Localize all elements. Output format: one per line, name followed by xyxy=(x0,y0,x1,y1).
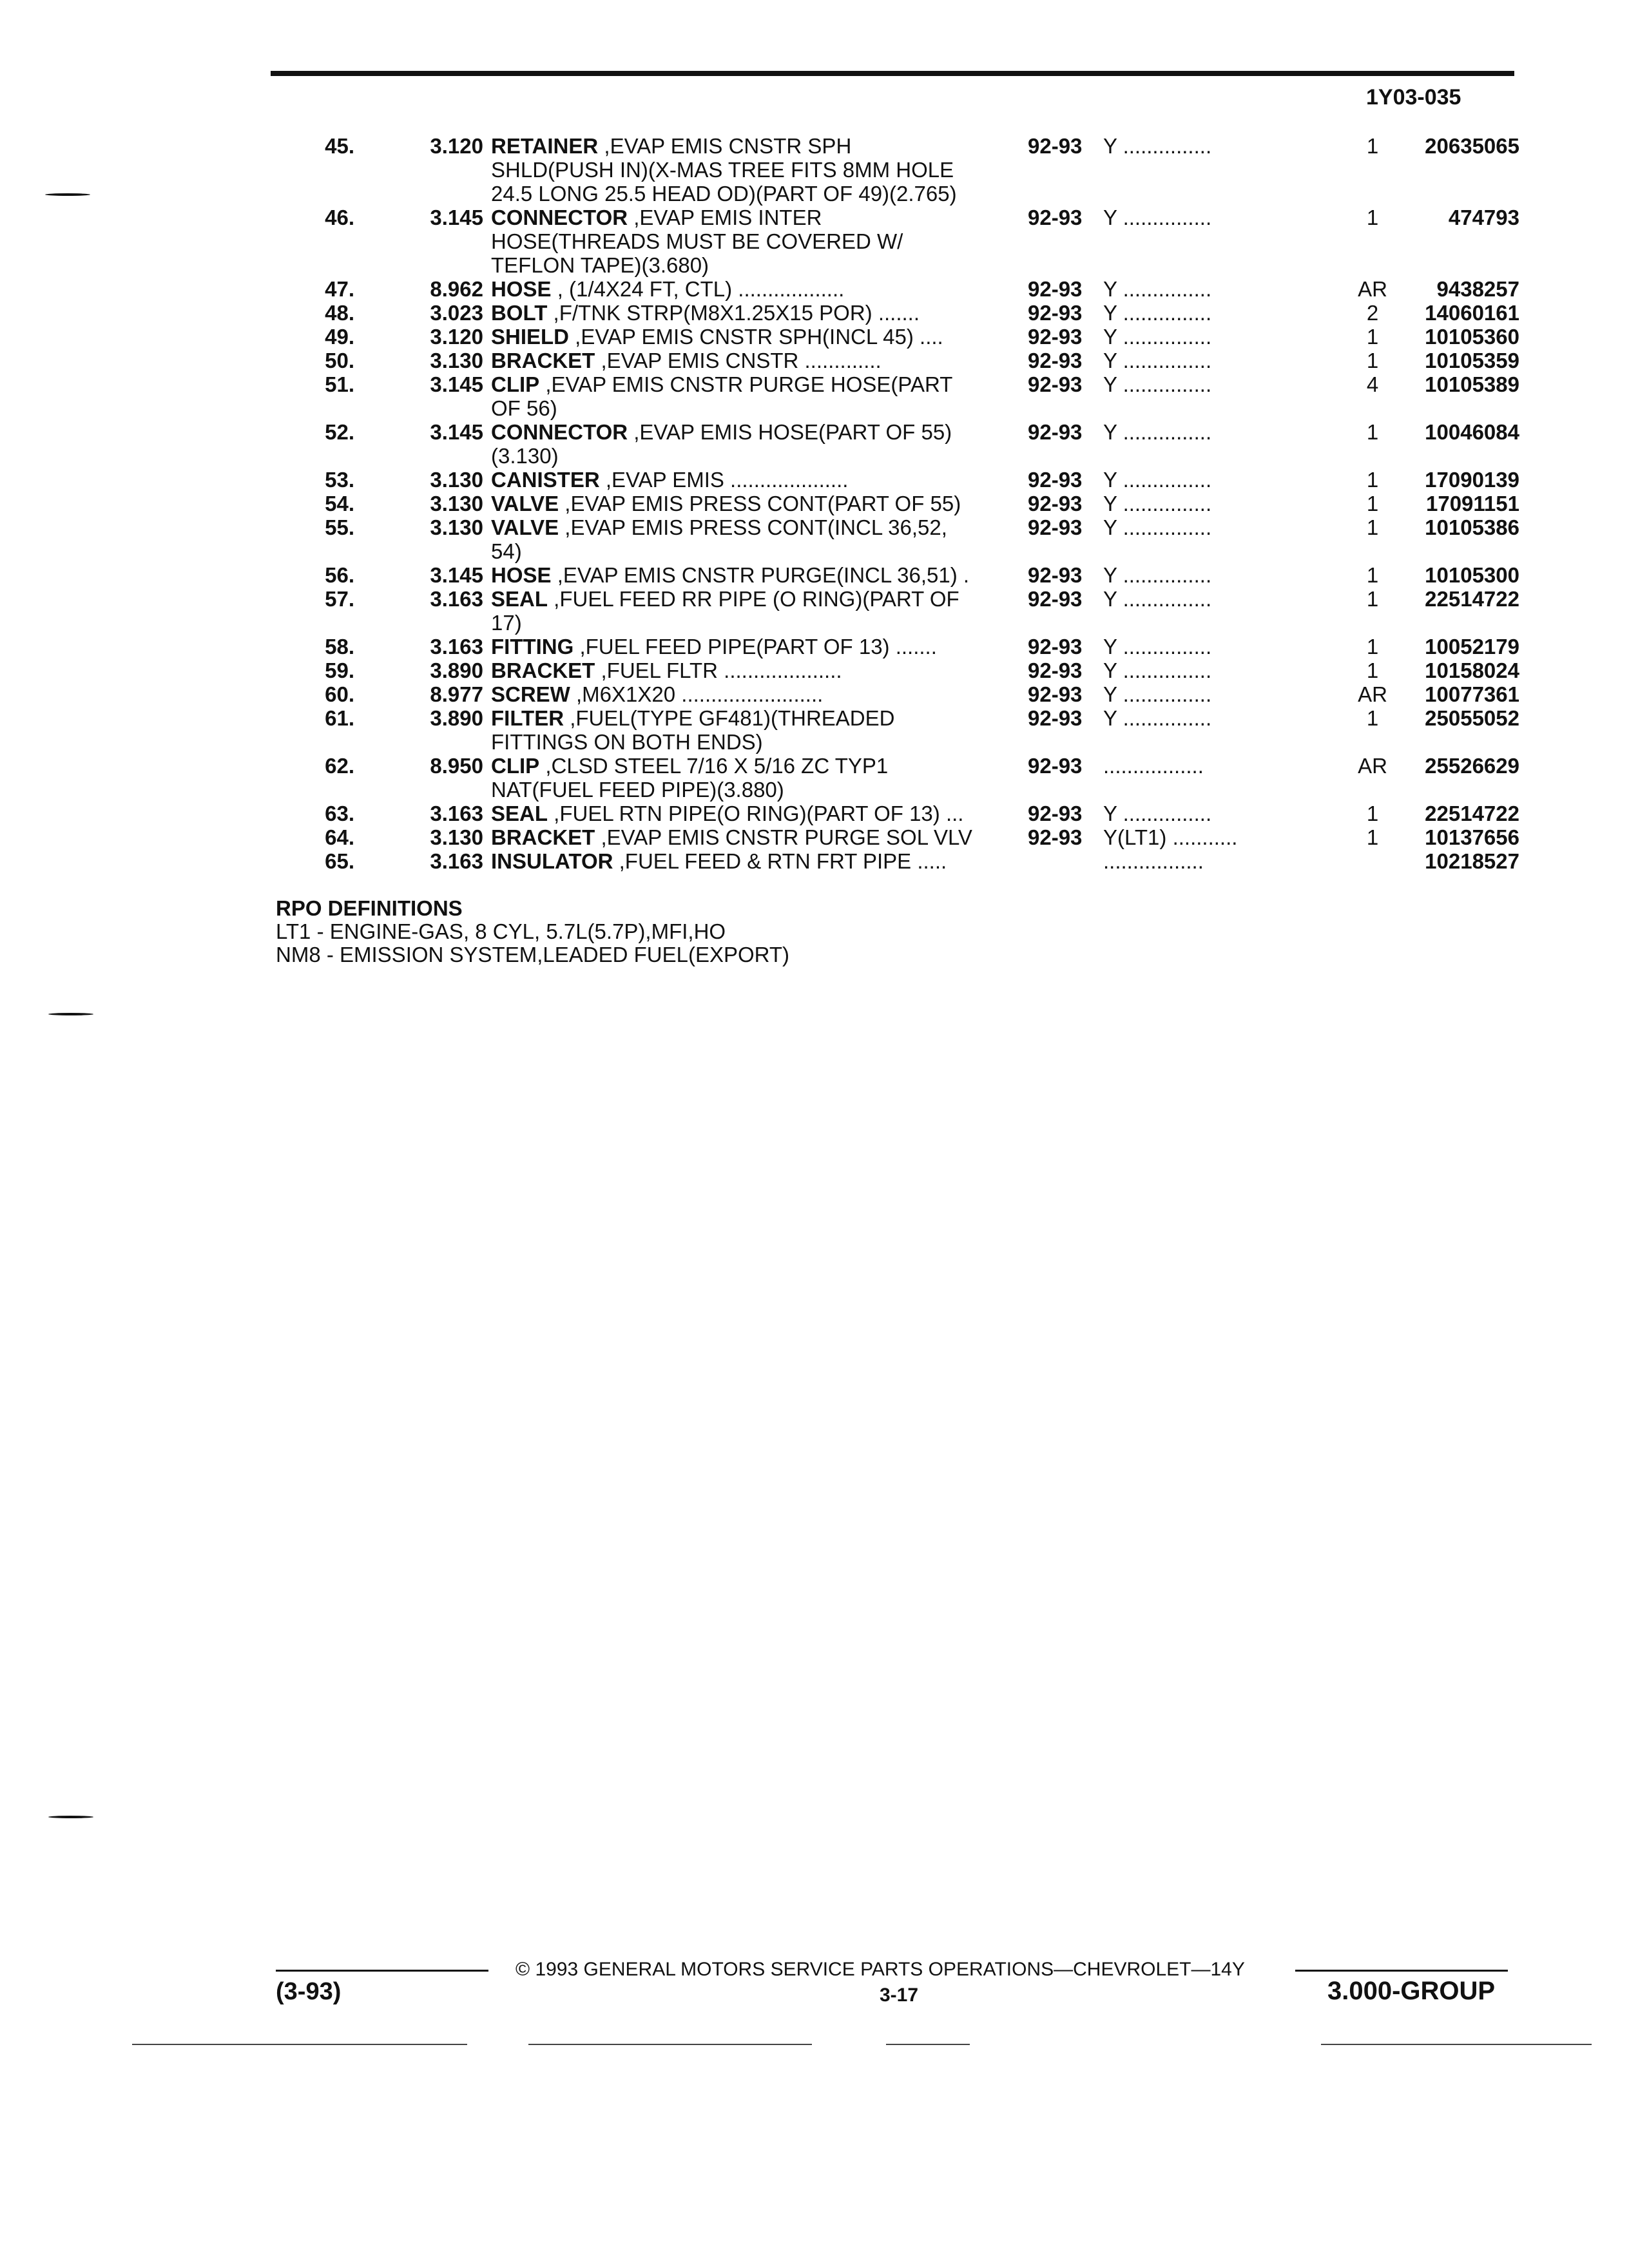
usage-code: Y ............... xyxy=(1103,277,1212,301)
part-number: 10158024 xyxy=(1425,658,1519,682)
part-number: 14060161 xyxy=(1425,301,1519,325)
description-text: ,EVAP EMIS CNSTR PURGE HOSE(PART xyxy=(539,372,953,396)
part-name: INSULATOR xyxy=(491,849,613,873)
rpo-definitions xyxy=(276,897,789,966)
item-number: 48. xyxy=(325,301,354,325)
model-years: 92-93 xyxy=(1028,515,1083,539)
group-number: 3.130 xyxy=(430,349,483,372)
description-text: NAT(FUEL FEED PIPE)(3.880) xyxy=(491,778,784,802)
model-years: 92-93 xyxy=(1028,349,1083,372)
group-number: 3.163 xyxy=(430,635,483,658)
item-number: 49. xyxy=(325,325,354,349)
part-number: 10052179 xyxy=(1425,635,1519,658)
group-number: 3.890 xyxy=(430,706,483,730)
part-number: 10137656 xyxy=(1425,825,1519,849)
description-text: ,EVAP EMIS PRESS CONT(PART OF 55) xyxy=(559,492,961,515)
usage-code: Y ............... xyxy=(1103,349,1212,372)
part-name: HOSE xyxy=(491,563,552,587)
usage-code: Y ............... xyxy=(1103,515,1212,539)
part-number: 9438257 xyxy=(1436,277,1519,301)
description-line xyxy=(491,396,1303,420)
quantity: 1 xyxy=(1366,420,1379,444)
quantity: AR xyxy=(1358,682,1387,706)
quantity: 1 xyxy=(1366,349,1379,372)
description-text: SHLD(PUSH IN)(X-MAS TREE FITS 8MM HOLE xyxy=(491,158,954,182)
margin-mark xyxy=(48,1013,93,1015)
part-number: 10077361 xyxy=(1425,682,1519,706)
footer-rule-left xyxy=(276,1970,488,1972)
model-years: 92-93 xyxy=(1028,468,1083,492)
part-name: FILTER xyxy=(491,706,564,730)
item-number: 64. xyxy=(325,825,354,849)
quantity: 1 xyxy=(1366,325,1379,349)
part-number: 10105389 xyxy=(1425,372,1519,396)
quantity: 1 xyxy=(1366,468,1379,492)
model-years: 92-93 xyxy=(1028,420,1083,444)
quantity: AR xyxy=(1358,754,1387,778)
part-number: 25055052 xyxy=(1425,706,1519,730)
group-number: 3.163 xyxy=(430,802,483,825)
description-text: 17) xyxy=(491,611,522,635)
part-row xyxy=(284,515,1521,563)
part-number: 17090139 xyxy=(1425,468,1519,492)
model-years: 92-93 xyxy=(1028,206,1083,229)
description-text: ,EVAP EMIS CNSTR ............. xyxy=(595,349,882,372)
description-text: ,EVAP EMIS CNSTR PURGE SOL VLV xyxy=(595,825,972,849)
part-row xyxy=(284,420,1521,468)
description-line xyxy=(491,158,1303,182)
footer-date: (3-93) xyxy=(276,1978,342,2005)
part-name: BRACKET xyxy=(491,349,595,372)
description-text: , (1/4X24 FT, CTL) .................. xyxy=(551,277,845,301)
part-name: CONNECTOR xyxy=(491,420,628,444)
part-name: CLIP xyxy=(491,372,540,396)
description-text: ,EVAP EMIS CNSTR SPH(INCL 45) .... xyxy=(569,325,943,349)
description-text: ,EVAP EMIS CNSTR SPH xyxy=(598,134,852,158)
quantity: AR xyxy=(1358,277,1387,301)
model-years: 92-93 xyxy=(1028,802,1083,825)
model-years: 92-93 xyxy=(1028,706,1083,730)
rpo-definition-lt1: LT1 - ENGINE-GAS, 8 CYL, 5.7L(5.7P),MFI,HO xyxy=(276,919,726,943)
quantity: 1 xyxy=(1366,658,1379,682)
part-name: BOLT xyxy=(491,301,548,325)
part-number: 25526629 xyxy=(1425,754,1519,778)
description-text: ,FUEL RTN PIPE(O RING)(PART OF 13) ... xyxy=(548,802,964,825)
part-row xyxy=(284,802,1521,825)
part-name: SCREW xyxy=(491,682,570,706)
description-line xyxy=(491,539,1303,563)
part-row xyxy=(284,587,1521,635)
description-text: ,EVAP EMIS .................... xyxy=(599,468,849,492)
usage-code: Y ............... xyxy=(1103,372,1212,396)
bottom-scan-line xyxy=(132,2044,467,2045)
group-number: 3.890 xyxy=(430,658,483,682)
group-number: 3.145 xyxy=(430,420,483,444)
description-text: ,EVAP EMIS CNSTR PURGE(INCL 36,51) . xyxy=(551,563,970,587)
model-years: 92-93 xyxy=(1028,754,1083,778)
bottom-scan-line xyxy=(528,2044,812,2045)
part-number: 10218527 xyxy=(1425,849,1519,873)
part-name: VALVE xyxy=(491,515,559,539)
description-line xyxy=(491,444,1303,468)
item-number: 45. xyxy=(325,134,354,158)
model-years: 92-93 xyxy=(1028,325,1083,349)
usage-code: Y ............... xyxy=(1103,802,1212,825)
group-number: 3.130 xyxy=(430,515,483,539)
description-text: 24.5 LONG 25.5 HEAD OD)(PART OF 49)(2.765) xyxy=(491,182,957,206)
description-text: HOSE(THREADS MUST BE COVERED W/ xyxy=(491,229,903,253)
model-years: 92-93 xyxy=(1028,658,1083,682)
part-row xyxy=(284,277,1521,301)
quantity: 1 xyxy=(1366,134,1379,158)
part-name: RETAINER xyxy=(491,134,599,158)
description-text: ,FUEL FEED PIPE(PART OF 13) ....... xyxy=(574,635,937,658)
quantity: 2 xyxy=(1366,301,1379,325)
part-row xyxy=(284,492,1521,515)
quantity: 1 xyxy=(1366,802,1379,825)
part-number: 10046084 xyxy=(1425,420,1519,444)
part-name: VALVE xyxy=(491,492,559,515)
part-name: SHIELD xyxy=(491,325,570,349)
item-number: 53. xyxy=(325,468,354,492)
group-number: 3.130 xyxy=(430,468,483,492)
part-row xyxy=(284,134,1521,206)
footer-rule-right xyxy=(1295,1970,1508,1972)
description-text: TEFLON TAPE)(3.680) xyxy=(491,253,709,277)
group-number: 3.120 xyxy=(430,325,483,349)
item-number: 55. xyxy=(325,515,354,539)
usage-code: Y ............... xyxy=(1103,492,1212,515)
usage-code: Y ............... xyxy=(1103,301,1212,325)
item-number: 46. xyxy=(325,206,354,229)
part-number: 20635065 xyxy=(1425,134,1519,158)
part-row xyxy=(284,754,1521,802)
part-name: CLIP xyxy=(491,754,540,778)
document-code: 1Y03-035 xyxy=(1366,85,1461,110)
usage-code: Y ............... xyxy=(1103,206,1212,229)
item-number: 50. xyxy=(325,349,354,372)
usage-code: Y ............... xyxy=(1103,325,1212,349)
rpo-definitions-title: RPO DEFINITIONS xyxy=(276,896,463,920)
model-years: 92-93 xyxy=(1028,301,1083,325)
quantity: 1 xyxy=(1366,492,1379,515)
item-number: 61. xyxy=(325,706,354,730)
description-line xyxy=(491,253,1303,277)
part-name: CANISTER xyxy=(491,468,600,492)
part-number: 17091151 xyxy=(1425,492,1519,515)
item-number: 63. xyxy=(325,802,354,825)
part-name: HOSE xyxy=(491,277,552,301)
bottom-scan-line xyxy=(1321,2044,1592,2045)
part-row xyxy=(284,682,1521,706)
group-number: 3.145 xyxy=(430,563,483,587)
usage-code: Y(LT1) ........... xyxy=(1103,825,1238,849)
part-name: CONNECTOR xyxy=(491,206,628,229)
part-row xyxy=(284,372,1521,420)
description-text: OF 56) xyxy=(491,396,557,420)
usage-code: Y ............... xyxy=(1103,706,1212,730)
description-text: ,EVAP EMIS INTER xyxy=(628,206,822,229)
top-rule xyxy=(271,71,1514,76)
group-number: 8.950 xyxy=(430,754,483,778)
description-line xyxy=(491,778,1303,802)
model-years: 92-93 xyxy=(1028,825,1083,849)
description-text: 54) xyxy=(491,539,522,563)
model-years: 92-93 xyxy=(1028,563,1083,587)
model-years: 92-93 xyxy=(1028,587,1083,611)
part-name: BRACKET xyxy=(491,658,595,682)
quantity: 1 xyxy=(1366,206,1379,229)
quantity: 1 xyxy=(1366,515,1379,539)
bottom-scan-line xyxy=(886,2044,970,2045)
group-number: 3.163 xyxy=(430,587,483,611)
quantity: 1 xyxy=(1366,825,1379,849)
quantity: 1 xyxy=(1366,706,1379,730)
part-row xyxy=(284,849,1521,873)
part-number: 22514722 xyxy=(1425,802,1519,825)
group-number: 3.023 xyxy=(430,301,483,325)
page-number: 3-17 xyxy=(880,1984,919,2006)
model-years: 92-93 xyxy=(1028,492,1083,515)
model-years: 92-93 xyxy=(1028,372,1083,396)
part-name: BRACKET xyxy=(491,825,595,849)
group-number: 3.120 xyxy=(430,134,483,158)
item-number: 65. xyxy=(325,849,354,873)
usage-code: Y ............... xyxy=(1103,658,1212,682)
description-text: (3.130) xyxy=(491,444,559,468)
part-row xyxy=(284,563,1521,587)
model-years: 92-93 xyxy=(1028,134,1083,158)
description-line xyxy=(491,730,1303,754)
model-years: 92-93 xyxy=(1028,277,1083,301)
description-text: FITTINGS ON BOTH ENDS) xyxy=(491,730,763,754)
quantity: 1 xyxy=(1366,563,1379,587)
item-number: 52. xyxy=(325,420,354,444)
part-row xyxy=(284,206,1521,277)
usage-code: Y ............... xyxy=(1103,587,1212,611)
usage-code: Y ............... xyxy=(1103,635,1212,658)
description-text: ,EVAP EMIS HOSE(PART OF 55) xyxy=(628,420,952,444)
item-number: 54. xyxy=(325,492,354,515)
item-number: 47. xyxy=(325,277,354,301)
description-line xyxy=(491,182,1303,206)
usage-code: ................. xyxy=(1103,754,1204,778)
description-text: ,FUEL FEED RR PIPE (O RING)(PART OF xyxy=(548,587,959,611)
part-name: SEAL xyxy=(491,587,548,611)
quantity: 1 xyxy=(1366,635,1379,658)
description-line xyxy=(491,611,1303,635)
footer-group: 3.000-GROUP xyxy=(1327,1977,1496,2005)
part-number: 10105386 xyxy=(1425,515,1519,539)
usage-code: Y ............... xyxy=(1103,420,1212,444)
parts-list xyxy=(284,134,1521,873)
quantity: 1 xyxy=(1366,587,1379,611)
part-number: 10105359 xyxy=(1425,349,1519,372)
description-line xyxy=(491,229,1303,253)
description-text: ,FUEL FLTR .................... xyxy=(595,658,842,682)
part-row xyxy=(284,658,1521,682)
part-number: 22514722 xyxy=(1425,587,1519,611)
part-number: 10105300 xyxy=(1425,563,1519,587)
footer-copyright: © 1993 GENERAL MOTORS SERVICE PARTS OPERATIONS—CHEVROLET—14Y xyxy=(516,1959,1245,1980)
part-row xyxy=(284,325,1521,349)
part-row xyxy=(284,825,1521,849)
part-row xyxy=(284,349,1521,372)
description-text: ,FUEL FEED & RTN FRT PIPE ..... xyxy=(613,849,947,873)
part-row xyxy=(284,706,1521,754)
item-number: 60. xyxy=(325,682,354,706)
part-row xyxy=(284,635,1521,658)
part-row xyxy=(284,468,1521,492)
usage-code: Y ............... xyxy=(1103,563,1212,587)
description-text: ,FUEL(TYPE GF481)(THREADED xyxy=(564,706,895,730)
margin-mark xyxy=(45,193,90,196)
description-text: ,EVAP EMIS PRESS CONT(INCL 36,52, xyxy=(559,515,947,539)
item-number: 56. xyxy=(325,563,354,587)
model-years: 92-93 xyxy=(1028,635,1083,658)
group-number: 8.962 xyxy=(430,277,483,301)
part-number: 474793 xyxy=(1448,206,1519,229)
group-number: 3.145 xyxy=(430,372,483,396)
item-number: 57. xyxy=(325,587,354,611)
group-number: 3.130 xyxy=(430,492,483,515)
group-number: 3.130 xyxy=(430,825,483,849)
usage-code: ................. xyxy=(1103,849,1204,873)
part-row xyxy=(284,301,1521,325)
item-number: 62. xyxy=(325,754,354,778)
part-name: SEAL xyxy=(491,802,548,825)
margin-mark xyxy=(48,1816,93,1818)
part-number: 10105360 xyxy=(1425,325,1519,349)
description-text: ,CLSD STEEL 7/16 X 5/16 ZC TYP1 xyxy=(539,754,889,778)
usage-code: Y ............... xyxy=(1103,682,1212,706)
usage-code: Y ............... xyxy=(1103,134,1212,158)
rpo-definition-nm8: NM8 - EMISSION SYSTEM,LEADED FUEL(EXPORT) xyxy=(276,943,790,966)
item-number: 58. xyxy=(325,635,354,658)
part-name: FITTING xyxy=(491,635,574,658)
description-text: ,M6X1X20 ........................ xyxy=(570,682,824,706)
group-number: 3.145 xyxy=(430,206,483,229)
group-number: 8.977 xyxy=(430,682,483,706)
model-years: 92-93 xyxy=(1028,682,1083,706)
item-number: 51. xyxy=(325,372,354,396)
group-number: 3.163 xyxy=(430,849,483,873)
item-number: 59. xyxy=(325,658,354,682)
quantity: 4 xyxy=(1366,372,1379,396)
description-text: ,F/TNK STRP(M8X1.25X15 POR) ....... xyxy=(547,301,920,325)
usage-code: Y ............... xyxy=(1103,468,1212,492)
